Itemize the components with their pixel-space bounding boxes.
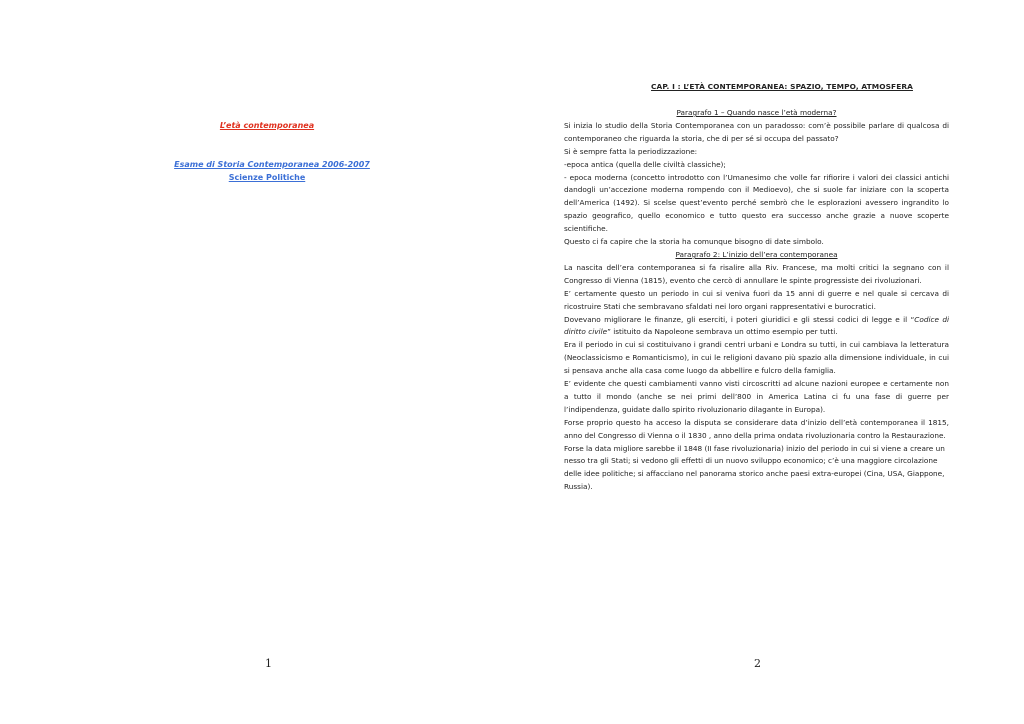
page-number-right: 2 (754, 657, 761, 670)
section-heading-2: Paragrafo 2: L’inizio dell’era contemporanea (675, 249, 838, 259)
paragraph: -epoca antica (quella delle civiltà classiche); (564, 159, 726, 169)
exam-subtitle: Esame di Storia Contemporanea 2006-2007 (174, 160, 370, 169)
paragraph: Questo ci fa capire che la storia ha comunque bisogno di date simbolo. (564, 237, 824, 247)
paragraph: E’ evidente che questi cambiamenti vanno visti circoscritti ad alcune nazioni europee e certamente non a tutto il mondo (anche se nei primi dell’800 in America Latina ci fu una fase di guerre per l’indipendenza, guidate dallo spirito rivoluzionario dilagante in Europa). (564, 379, 949, 414)
paragraph: E’ certamente questo un periodo in cui si veniva fuori da 15 anni di guerre e nel quale si cercava di ricostruire Stati che sembravano sfaldati nei loro organi rappresentativi e burocratici. (564, 288, 949, 311)
paragraph: Si inizia lo studio della Storia Contemporanea con un paradosso: com’è possibile parlare di qualcosa di contemporaneo che riguarda la storia, che di per sé si occupa del passato? (564, 120, 949, 143)
section-heading-1: Paragrafo 1 – Quando nasce l’età moderna? (676, 108, 837, 117)
faculty-label: Scienze Politiche (228, 173, 306, 182)
paragraph: Forse la data migliore sarebbe il 1848 (II fase rivoluzionaria) inizio del periodo in cui si viene a creare un nesso tra gli Stati; si vedono gli effetti di un nuovo sviluppo economico; c’è una maggiore circolazione delle idee politiche; si affacciano nel panorama storico anche paesi extra-europei (Cina, USA, Giappone, Russia). (564, 443, 945, 492)
emphasis: Codice di diritto civile (564, 314, 949, 337)
paragraph-part: ” istituito da Napoleone sembrava un ottimo esempio per tutti. (607, 327, 838, 337)
page-number-left: 1 (265, 657, 272, 670)
paragraph: La nascita dell’era contemporanea si fa risalire alla Riv. Francese, ma molti critici la segnano con il Congresso di Vienna (1815), evento che cercò di annullare le spinte progressiste dei rivoluzionari. (564, 262, 949, 285)
paragraph (564, 314, 949, 340)
paragraph-part: Dovevano migliorare le finanze, gli eserciti, i poteri giuridici e gli stessi codici di legge e il “ (564, 314, 915, 324)
paragraph: Si è sempre fatta la periodizzazione: (564, 146, 698, 156)
cover-title: L’età contemporanea (219, 121, 315, 130)
paragraph: Forse proprio questo ha acceso la disputa se considerare data d’inizio dell’età contemporanea il 1815, anno del Congresso di Vienna o il 1830 , anno della prima ondata rivoluzionaria contro la Restaurazione. (564, 417, 949, 440)
chapter-title: CAP. I : L’ETÀ CONTEMPORANEA: SPAZIO, TEMPO, ATMOSFERA (651, 82, 913, 91)
body-text (564, 107, 949, 494)
paragraph: - epoca moderna (concetto introdotto con l’Umanesimo che volle far rifiorire i valori dei classici antichi dandogli un’accezione moderna rompendo con il Medioevo), che si suole far iniziare con la scoperta dell’America (1492). Si scelse quest’evento perché sembrò che le esplorazioni avessero ingrandito lo spazio geografico, quello economico e tutto questo era successo anche grazie a nuove scoperte scientifiche. (564, 172, 949, 234)
paragraph: Era il periodo in cui si costituivano i grandi centri urbani e Londra su tutti, in cui cambiava la letteratura (Neoclassicismo e Romanticismo), in cui le religioni davano più spazio alla dimensione individuale, in cui si pensava anche alla casa come luogo da abbellire e fulcro della famiglia. (564, 340, 949, 376)
right-page (512, 0, 1024, 724)
